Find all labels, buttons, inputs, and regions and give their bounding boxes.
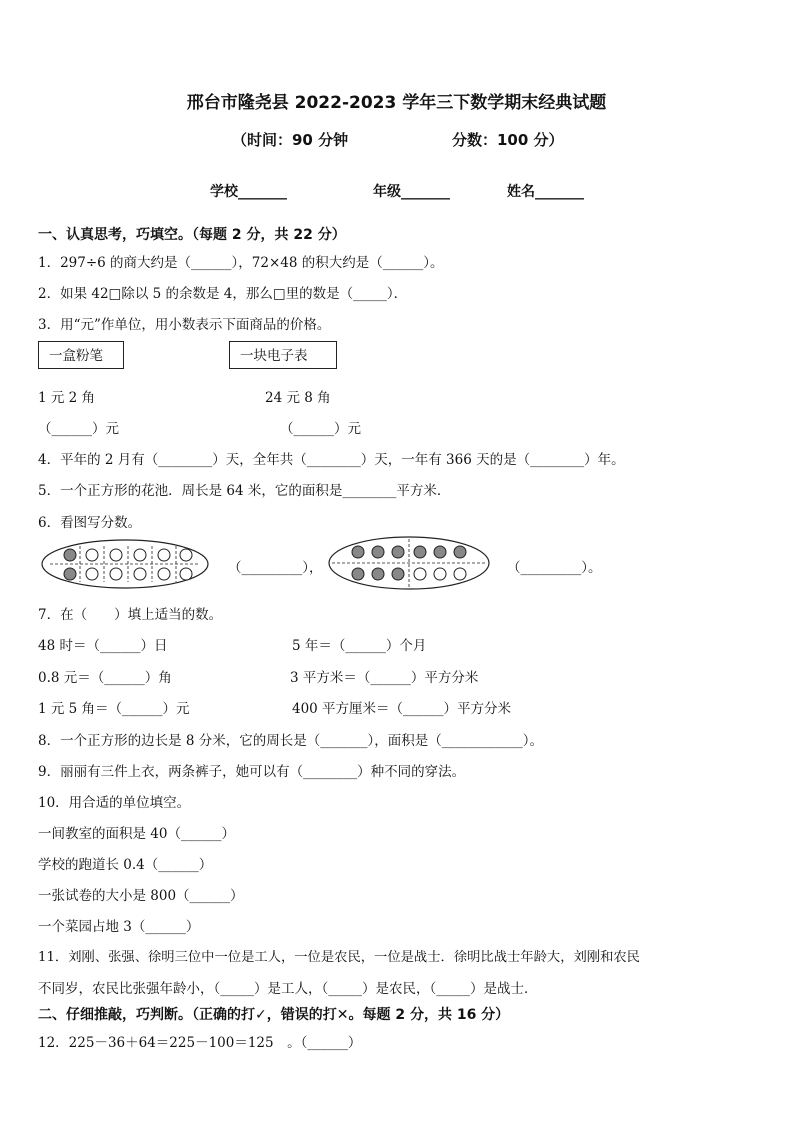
fraction-figure-1 <box>40 538 210 590</box>
question-10d[interactable]: 一个菜园占地 3（______） <box>38 919 200 935</box>
question-10c[interactable]: 一张试卷的大小是 800（______） <box>38 888 244 904</box>
question-6: 6．看图写分数。 <box>38 515 142 531</box>
page-title: 邢台市隆尧县 2022-2023 学年三下数学期末经典试题 <box>186 93 607 113</box>
school-field[interactable]: 学校_______ <box>210 184 287 200</box>
question-3: 3．用“元”作单位，用小数表示下面商品的价格。 <box>38 317 331 333</box>
price-chalk: 1 元 2 角 <box>38 390 96 406</box>
question-10a[interactable]: 一间教室的面积是 40（______） <box>38 826 235 842</box>
question-8: 8．一个正方形的边长是 8 分米，它的周长是（_______），面积是（____________）。 <box>38 733 544 749</box>
price-watch: 24 元 8 角 <box>265 390 331 406</box>
question-7c[interactable]: 0.8 元＝（______）角 <box>38 670 172 686</box>
question-2: 2．如果 42□除以 5 的余数是 4，那么□里的数是（_____）． <box>38 286 408 302</box>
section-2-heading: 二、仔细推敲，巧判断。（正确的打✓，错误的打✕。每题 2 分，共 16 分） <box>38 1007 510 1023</box>
question-10b[interactable]: 学校的跑道长 0.4（______） <box>38 857 213 873</box>
question-12: 12．225－36＋64＝225－100＝125 。（______） <box>38 1035 362 1051</box>
question-7a[interactable]: 48 时＝（______）日 <box>38 638 168 654</box>
question-7: 7．在（ ）填上适当的数。 <box>38 607 223 623</box>
question-9: 9．丽丽有三件上衣，两条裤子，她可以有（________）种不同的穿法。 <box>38 764 466 780</box>
question-7f[interactable]: 400 平方厘米＝（______）平方分米 <box>292 701 512 717</box>
name-field[interactable]: 姓名_______ <box>507 184 584 200</box>
section-1-heading: 一、认真思考，巧填空。（每题 2 分，共 22 分） <box>38 227 346 243</box>
question-7e[interactable]: 1 元 5 角＝（______）元 <box>38 701 190 717</box>
exam-time: （时间：90 分钟 <box>232 131 349 149</box>
question-7b[interactable]: 5 年＝（______）个月 <box>292 638 427 654</box>
question-7d[interactable]: 3 平方米＝（______）平方分米 <box>290 670 479 686</box>
question-11-line1: 11．刘刚、张强、徐明三位中一位是工人，一位是农民，一位是战士．徐明比战士年龄大，刘刚和农民 <box>38 950 640 965</box>
fraction-figure-2 <box>328 535 490 591</box>
question-10: 10．用合适的单位填空。 <box>38 795 191 811</box>
grade-field[interactable]: 年级_______ <box>373 184 450 200</box>
answer-6b[interactable]: （_________）。 <box>507 560 602 576</box>
answer-chalk[interactable]: （______）元 <box>38 421 119 437</box>
answer-watch[interactable]: （______）元 <box>280 421 361 437</box>
answer-6a[interactable]: （_________）， <box>228 560 323 576</box>
question-1: 1．297÷6 的商大约是（______），72×48 的积大约是（______）。 <box>38 255 444 271</box>
question-5: 5．一个正方形的花池．周长是 64 米，它的面积是________平方米． <box>38 483 451 499</box>
product-box-watch: 一块电子表 <box>229 341 337 369</box>
product-box-chalk: 一盒粉笔 <box>38 341 124 369</box>
question-11-line2: 不同岁，农民比张强年龄小，（_____）是工人，（_____）是农民，（_____）是战士． <box>38 981 538 997</box>
exam-score: 分数：100 分） <box>452 131 564 149</box>
question-4: 4．平年的 2 月有（________）天，全年共（________）天，一年有 366 天的是（________）年。 <box>38 452 625 468</box>
